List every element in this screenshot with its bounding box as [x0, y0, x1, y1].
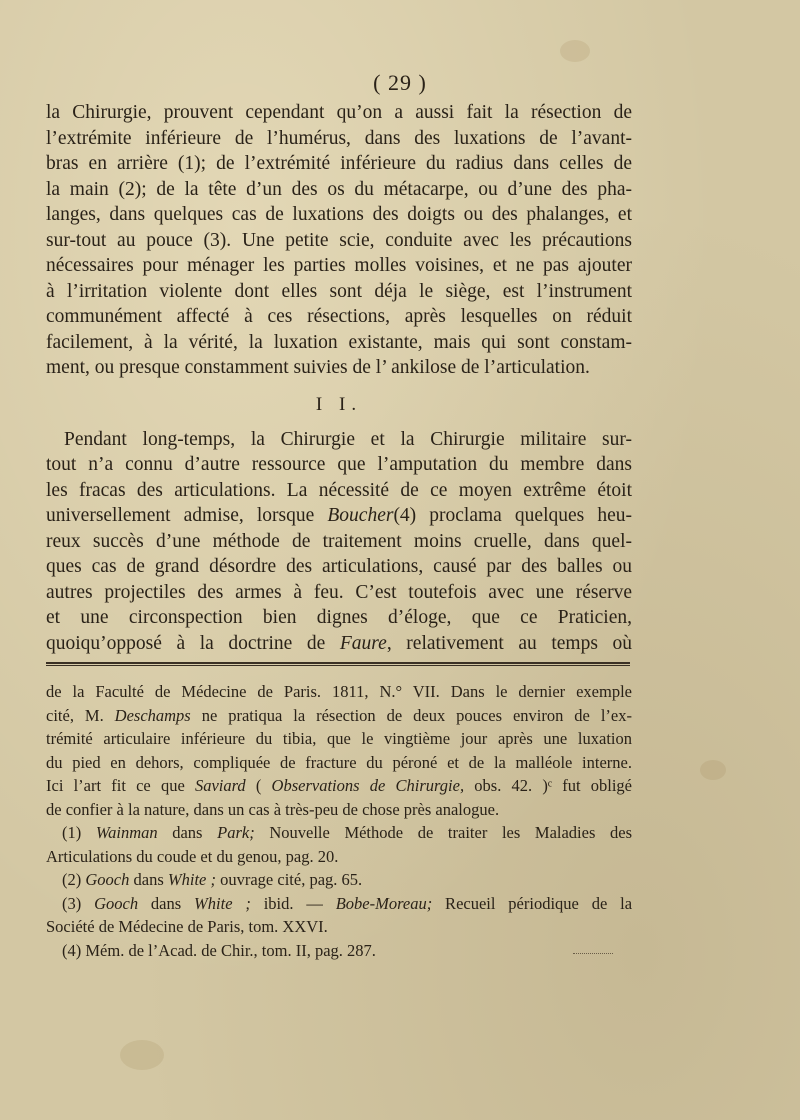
text-segment: cité, M.: [46, 705, 115, 725]
author-name: Faure: [339, 632, 387, 654]
text-line: ques cas de grand désordre des articulations, causé par des balles ou: [46, 556, 632, 577]
text-line: l’extrémite inférieure de l’humérus, dans des luxations de l’avant-: [46, 127, 632, 149]
footnote-rule: [46, 662, 630, 666]
text-line: la main (2); de la tête d’un des os du métacarpe, ou d’une des pha-: [46, 178, 632, 200]
paper-stain: [700, 760, 726, 780]
text-segment: Recueil périodique de la: [432, 893, 633, 913]
author-name: White ;: [194, 893, 251, 913]
footnote-3: [46, 892, 632, 916]
author-name: Bobe-Moreau;: [335, 893, 433, 913]
text-line: ment, ou presque constamment suivies de l’ ankilose de l’articulation.: [46, 357, 590, 378]
footnote-1: [46, 821, 632, 845]
footnote-number: (1): [62, 823, 96, 842]
main-text: [46, 100, 632, 656]
footnote-number: (3): [62, 893, 95, 913]
work-title: Observations de Chirurgie,: [271, 776, 465, 795]
text-segment: Ici l’art fit ce que: [46, 776, 195, 795]
text-line: la Chirurgie, prouvent cependant qu’on a aussi fait la résection de: [46, 102, 632, 123]
note-line: de la Faculté de Médecine de Paris. 1811, N.° VII. Dans le dernier exemple: [46, 682, 632, 701]
author-name: Gooch: [94, 893, 139, 913]
footnotes: [46, 680, 632, 962]
text-line: facilement, à la vérité, la luxation existante, mais qui sont constam-: [46, 331, 632, 353]
text-segment: dans: [157, 823, 218, 842]
author-name: Saviard: [194, 776, 246, 795]
text-segment: , relativement au temps où: [386, 632, 633, 654]
dotted-mark: [573, 953, 613, 954]
footnote-number: (2): [62, 870, 86, 889]
author-name: Deschamps: [114, 705, 191, 725]
note-line: [46, 774, 632, 798]
text-segment: obs. 42. )ᶜ fut obligé: [464, 776, 632, 795]
text-segment: (4) proclama quelques heu-: [393, 505, 632, 526]
text-segment: ibid. —: [250, 893, 336, 913]
text-segment: universellement admise, lorsque: [46, 505, 328, 526]
text-segment: (: [245, 776, 272, 795]
note-line: trémité articulaire inférieure du tibia, que le vingtième jour après une luxation: [46, 729, 632, 748]
text-line: autres projectiles des armes à feu. C’est toutefois avec une réserve: [46, 581, 632, 603]
author-name: Gooch: [85, 870, 130, 889]
text-segment: ouvrage cité, pag. 65.: [215, 870, 363, 889]
text-line: et une circonspection bien dignes d’éloge, que ce Praticien,: [46, 607, 632, 628]
author-name: Wainman: [95, 823, 158, 842]
text-line: Pendant long-temps, la Chirurgie et la Chirurgie militaire sur-: [64, 428, 632, 450]
note-line: Société de Médecine de Paris, tom. XXVI.: [46, 917, 328, 936]
text-line: langes, dans quelques cas de luxations des doigts ou des phalanges, et: [46, 204, 632, 225]
text-line: sur-tout au pouce (3). Une petite scie, conduite avec les précautions: [46, 229, 632, 251]
text-segment: dans: [138, 893, 195, 913]
author-name: White ;: [167, 870, 216, 889]
note-line: du pied en dehors, compliquée de fracture du péroné et de la malléole interne.: [46, 752, 632, 772]
footnote-2: [46, 868, 632, 892]
note-line: [46, 704, 632, 728]
text-line: tout n’a connu d’autre ressource que l’amputation du membre dans: [46, 454, 632, 475]
footnote-4: (4) Mém. de l’Acad. de Chir., tom. II, pag. 287.: [62, 940, 376, 960]
text-segment: Nouvelle Méthode de traiter les Maladies des: [254, 823, 633, 842]
text-segment: dans: [129, 870, 168, 889]
text-line: bras en arrière (1); de l’extrémité inférieure du radius dans celles de: [46, 153, 632, 174]
text-line: nécessaires pour ménager les parties molles voisines, et ne pas ajouter: [46, 255, 632, 276]
paper-stain: [560, 40, 590, 62]
paper-stain: [120, 1040, 164, 1070]
text-segment: ne pratiqua la résection de deux pouces environ de l’ex-: [190, 705, 632, 725]
text-line: à l’irritation violente dont elles sont déja le siège, est l’instrument: [46, 280, 632, 302]
text-segment: quoiqu’opposé à la doctrine de: [46, 632, 340, 654]
note-line: de confier à la nature, dans un cas à très-peu de chose près analogue.: [46, 799, 500, 819]
text-line: communément affecté à ces résections, après lesquelles on réduit: [46, 306, 632, 327]
note-line: Articulations du coude et du genou, pag. 20.: [46, 846, 339, 866]
text-line: [46, 631, 632, 657]
page-number: ( 29 ): [373, 70, 427, 95]
author-name: Park;: [217, 823, 255, 842]
text-line: [46, 503, 632, 529]
text-line: les fracas des articulations. La nécessité de ce moyen extrême étoit: [46, 479, 632, 501]
author-name: Boucher: [327, 505, 394, 526]
section-heading: I I.: [315, 393, 363, 415]
text-line: reux succès d’une méthode de traitement moins cruelle, dans quel-: [46, 530, 632, 552]
